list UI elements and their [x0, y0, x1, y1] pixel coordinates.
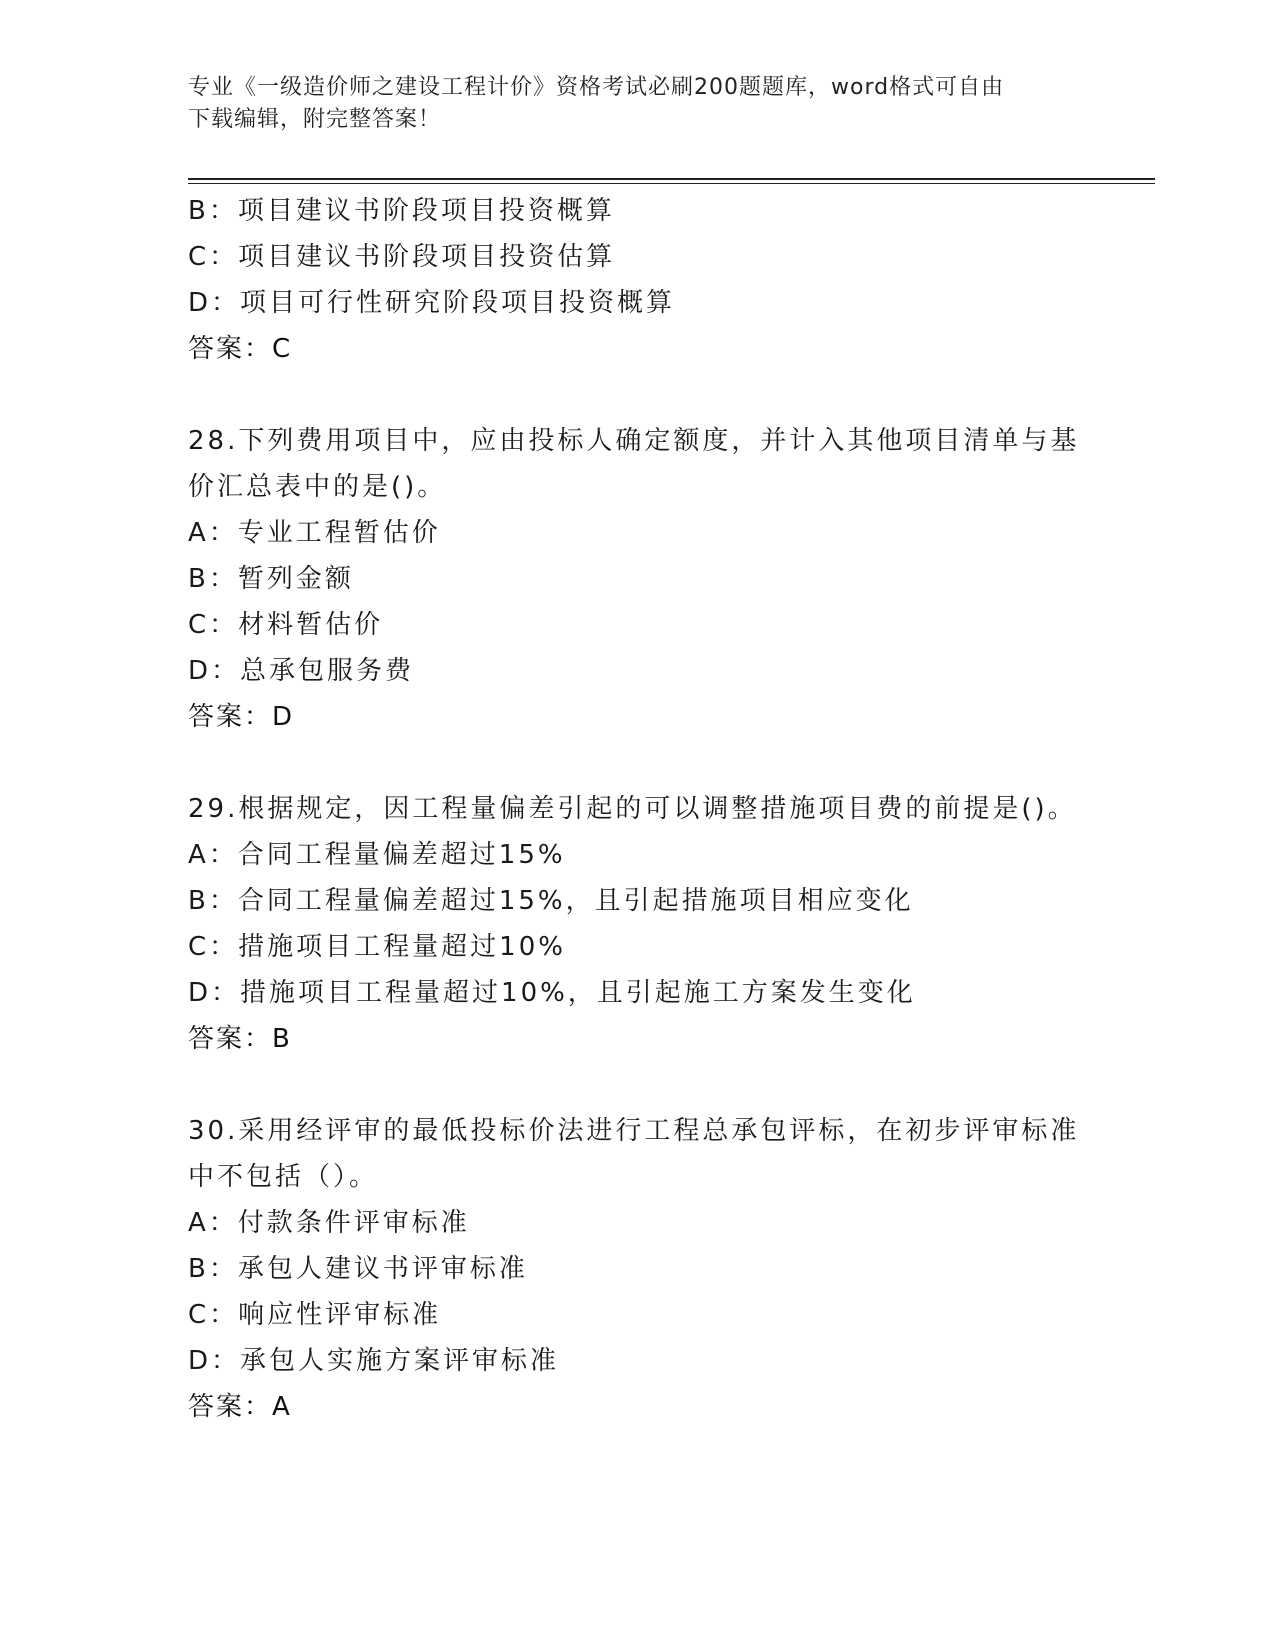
question-29 — [188, 786, 1088, 1062]
option-b: B：暂列金额 — [188, 564, 354, 594]
option-d: D：总承包服务费 — [188, 656, 415, 686]
answer-line: 答案：A — [188, 1392, 292, 1422]
option-d: D：承包人实施方案评审标准 — [188, 1346, 560, 1376]
option-b: B：项目建议书阶段项目投资概算 — [188, 196, 615, 226]
question-list — [188, 188, 1088, 1430]
question-stem-continued: 价汇总表中的是()。 — [188, 472, 447, 502]
option-c: C：措施项目工程量超过10% — [188, 932, 566, 962]
option-b: B：承包人建议书评审标准 — [188, 1254, 528, 1284]
question-28 — [188, 418, 1088, 740]
header-divider-bottom — [188, 183, 1155, 184]
option-d: D：措施项目工程量超过10%，且引起施工方案发生变化 — [188, 978, 916, 1008]
answer-line: 答案：B — [188, 1024, 292, 1054]
option-c: C：响应性评审标准 — [188, 1300, 442, 1330]
option-c: C：材料暂估价 — [188, 610, 384, 640]
option-d: D：项目可行性研究阶段项目投资概算 — [188, 288, 676, 318]
page-header — [188, 72, 1088, 136]
question-stem-continued: 中不包括（）。 — [188, 1162, 379, 1192]
option-b: B：合同工程量偏差超过15%，且引起措施项目相应变化 — [188, 886, 914, 916]
option-a: A：合同工程量偏差超过15% — [188, 840, 566, 870]
option-a: A：专业工程暂估价 — [188, 518, 441, 548]
question-stem: 28.下列费用项目中，应由投标人确定额度，并计入其他项目清单与基 — [188, 426, 1080, 456]
answer-line: 答案：D — [188, 702, 295, 732]
header-divider-top — [188, 178, 1155, 180]
question-27-continued — [188, 188, 1088, 372]
question-stem: 29.根据规定，因工程量偏差引起的可以调整措施项目费的前提是()。 — [188, 794, 1077, 824]
option-a: A：付款条件评审标准 — [188, 1208, 470, 1238]
header-line-1: 专业《一级造价师之建设工程计价》资格考试必刷200题题库，word格式可自由 — [188, 75, 1005, 100]
question-30 — [188, 1108, 1088, 1430]
question-stem: 30.采用经评审的最低投标价法进行工程总承包评标，在初步评审标准 — [188, 1116, 1080, 1146]
header-line-2: 下载编辑，附完整答案！ — [188, 107, 442, 132]
option-c: C：项目建议书阶段项目投资估算 — [188, 242, 616, 272]
answer-line: 答案：C — [188, 334, 293, 364]
